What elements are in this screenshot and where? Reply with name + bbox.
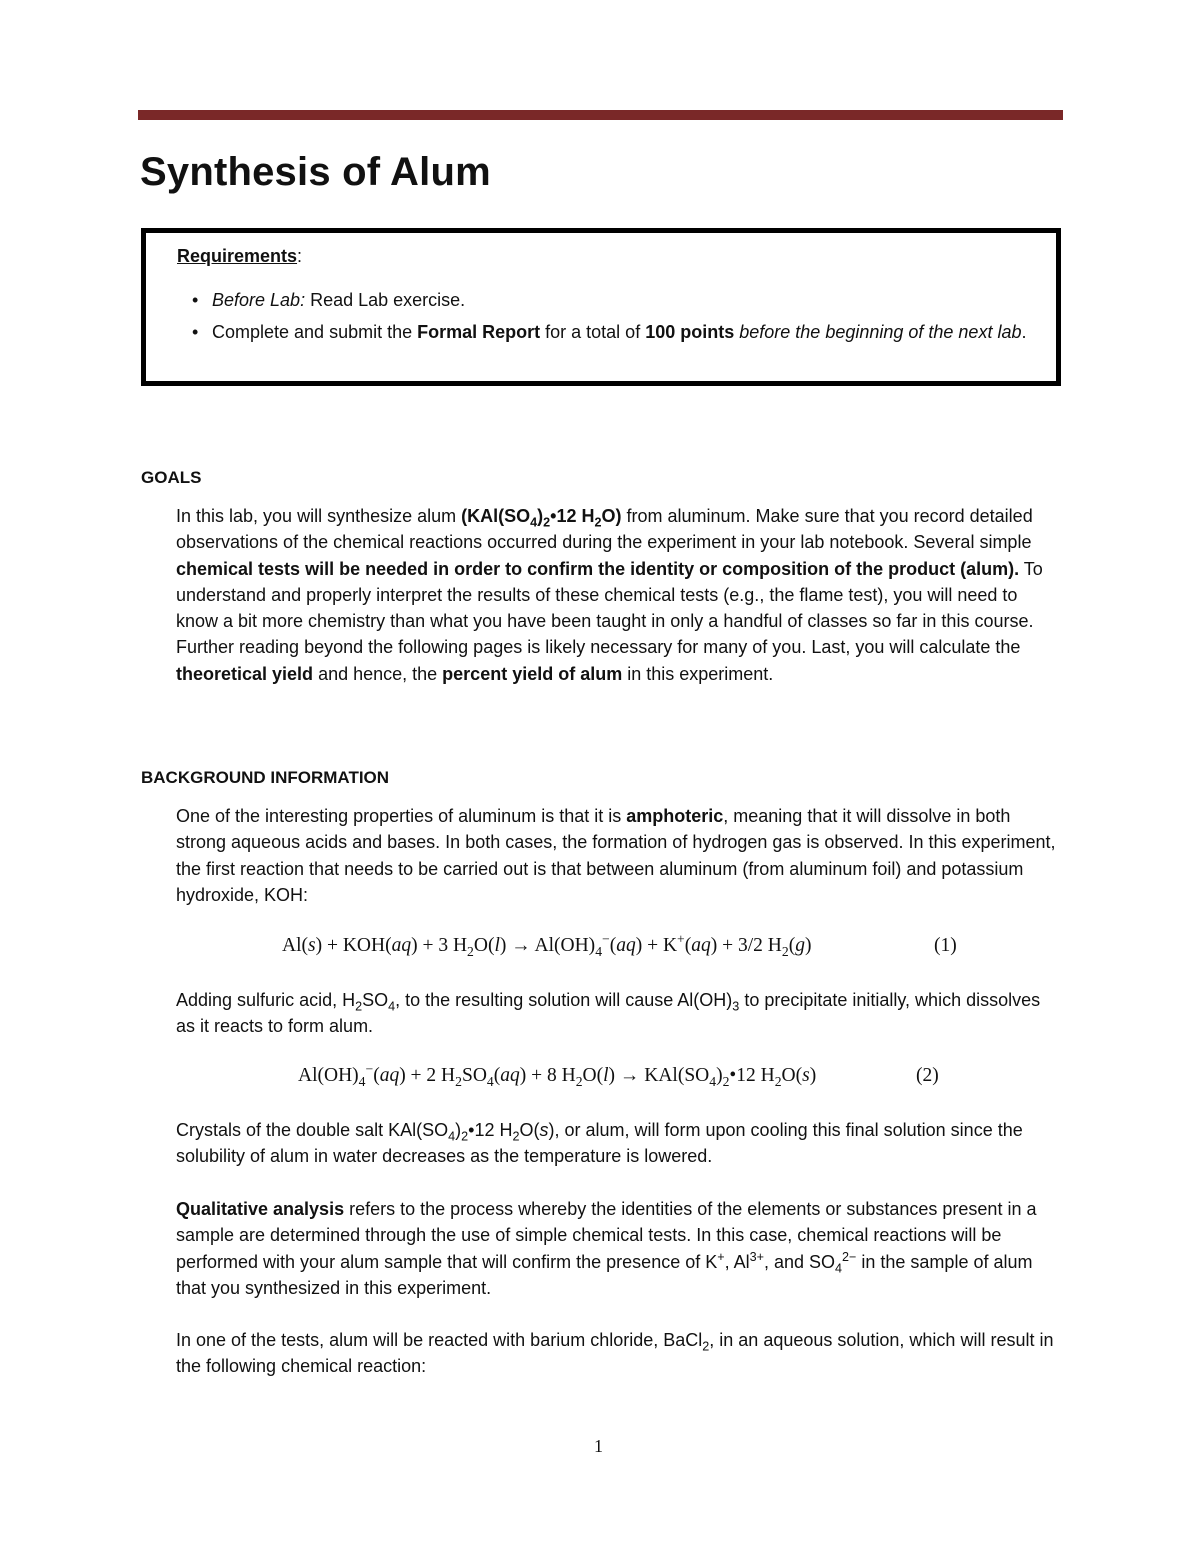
top-rule [138,110,1063,120]
requirement-item-formal-report: • Complete and submit the Formal Report for a total of 100 points before the beginning of the next lab. [192,319,1032,346]
requirement-item-before-lab: • Before Lab: Read Lab exercise. [192,287,1032,314]
background-paragraph-1: One of the interesting properties of aluminum is that it is amphoteric, meaning that it will dissolve in both strong aqueous acids and bases. In both cases, the formation of hydrogen gas is observed. In this experiment, the first reaction that needs to be carried out is that between aluminum (from aluminum foil) and potassium hydroxide, KOH: [176,806,1056,905]
requirements-box [141,228,1061,386]
background-paragraph-4: Qualitative analysis refers to the process whereby the identities of the elements or substances present in a sample are determined through the use of simple chemical tests. In this case, chemical reactions will be performed with your alum sample that will confirm the presence of K+, $Al^{3+}$, and $SO_4^{2-}$ in the sample of alum that you synthesized in this experiment. [176,1199,1037,1298]
background-heading: BACKGROUND INFORMATION [141,768,390,787]
background-paragraph-3: Crystals of the double salt $KAl(SO_4)_2•12$ $H_2O(s)$, or alum, will form upon cooling this final solution since the solubility of alum in water decreases as the temperature is lowered. [176,1120,1023,1167]
page-title: Synthesis of Alum [140,150,491,194]
page-number: 1 [594,1436,603,1456]
equation-1: Al(s) + KOH(aq) + 3 $H_2O(l) \to Al(OH)_4^-(aq) + K^+(aq) + 3/2$ $H_2(g)$ (1) [282,931,957,959]
requirements-list [192,287,1032,351]
equation-2: $Al(OH)_4^-(aq) + 2$ $H_2SO_4(aq) + 8$ $H_2O(l)$ → $KAl(SO_4)_2•12$ $H_2O(s)$ (2) [298,1061,939,1089]
background-paragraph-5: In one of the tests, alum will be reacted with barium chloride, BaCl$_2$, in an aqueous solution, which will result in the following chemical reaction: [176,1330,1054,1377]
requirements-heading: Requirements: [177,246,303,266]
equation-1-number: (1) [934,935,957,956]
goals-paragraph: In this lab, you will synthesize alum ($KAl(SO_4)_2•12$ $H_2O$) from aluminum. Make sure that you record detailed observations of the chemical reactions occurred during the experiment in your lab notebook. Several simple chemical tests will be needed in order to confirm the identity or composition of the product (alum). To understand and properly interpret the results of these chemical tests (e.g., the flame test), you will need to know a bit more chemistry than what you have been taught in only a handful of classes so far in this course. Further reading beyond the following pages is likely necessary for many of you. Last, you will calculate the theoretical yield and hence, the percent yield of alum in this experiment. [176,506,1043,684]
background-paragraph-2: Adding sulfuric acid, $H_2SO_4$, to the resulting solution will cause $Al(OH)_3$ to precipitate initially, which dissolves as it reacts to form alum. [176,990,1041,1037]
goals-heading: GOALS [141,468,202,487]
equation-2-number: (2) [916,1065,939,1086]
